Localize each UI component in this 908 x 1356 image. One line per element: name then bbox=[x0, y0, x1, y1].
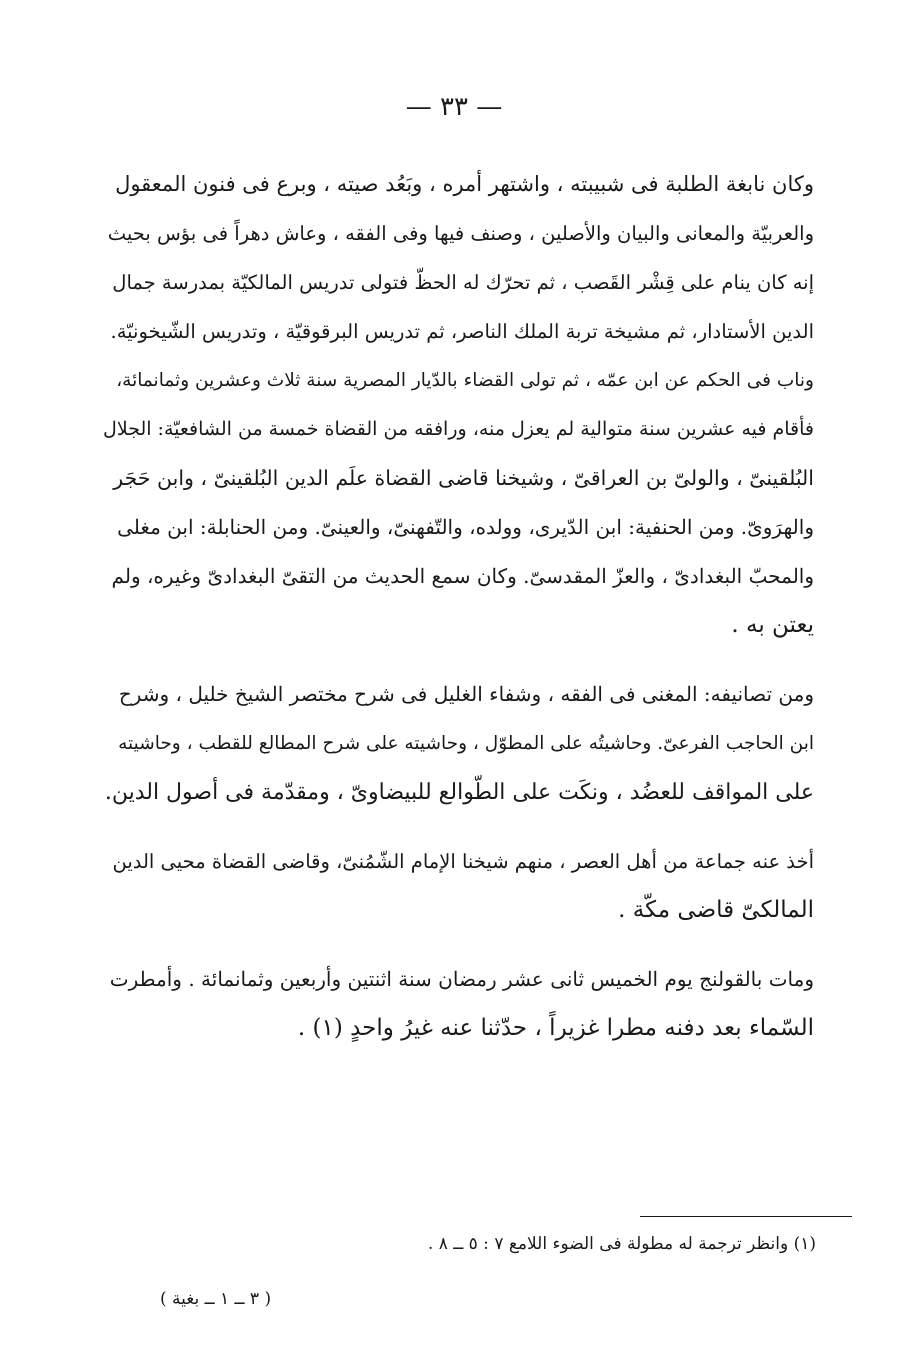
text-line: إنه كان ينام على قِشْر القَصب ، ثم تحرّك له الحظّ فتولى تدريس المالكيّة بمدرسة جمال bbox=[112, 271, 814, 294]
footnote-divider bbox=[640, 1216, 852, 1217]
text-line: الدين الأستادار، ثم مشيخة تربة الملك الناصر، ثم تدريس البرقوقيّة ، وتدريس الشّيخونيّة. bbox=[110, 320, 814, 343]
footnote: (١) وانظر ترجمة له مطولة فى الضوء اللامع ٧ : ٥ ــ ٨ . bbox=[427, 1234, 816, 1254]
body-text bbox=[102, 160, 838, 1053]
text-line: على المواقف للعضُد ، ونكَت على الطّوالع للبيضاوىّ ، ومقدّمة فى أصول الدين. bbox=[104, 780, 814, 805]
text-line: البُلقينىّ ، والولىّ بن العراقىّ ، وشيخنا قاضى القضاة علَم الدين البُلقينىّ ، وابن حَجَر bbox=[113, 466, 814, 490]
text-line: ومات بالقولنج يوم الخميس ثانى عشر رمضان سنة اثنتين وأربعين وثمانمائة . وأمطرت bbox=[109, 967, 814, 991]
text-line: والعربيّة والمعانى والبيان والأصلين ، وصنف فيها وفى الفقه ، وعاش دهراً فى بؤس بحيث bbox=[107, 222, 814, 245]
text-line: المالكىّ قاضى مكّة . bbox=[618, 897, 814, 923]
text-line: وناب فى الحكم عن ابن عمّه ، ثم تولى القضاء بالدّيار المصرية سنة ثلاث وعشرين وثمانمائة، bbox=[116, 370, 814, 391]
text-line: والهرَوىّ. ومن الحنفية: ابن الدّيرى، وولده، والتّفهنىّ، والعينىّ. ومن الحنابلة: ابن مغلى bbox=[117, 515, 814, 539]
text-line: يعتن به . bbox=[731, 612, 814, 638]
text-line: وكان نابغة الطلبة فى شبيبته ، واشتهر أمره ، وبَعُد صيته ، وبرع فى فنون المعقول bbox=[115, 172, 814, 196]
text-line: السّماء بعد دفنه مطرا غزيراً ، حدّثنا عنه غيرُ واحدٍ (١) . bbox=[297, 1015, 814, 1041]
page-number: — ٣٣ — bbox=[405, 92, 503, 122]
paragraph-students bbox=[102, 837, 838, 935]
text-line: والمحبّ البغدادىّ ، والعزّ المقدسىّ. وكان سمع الحديث من التقىّ البغدادىّ وغيره، ولم bbox=[111, 564, 814, 588]
text-line: أخذ عنه جماعة من أهل العصر ، منهم شيخنا الإمام الشّمُنىّ، وقاضى القضاة محيى الدين bbox=[112, 850, 814, 873]
paragraph-death bbox=[102, 955, 838, 1053]
printer-signature-mark: ( ٣ ــ ١ ــ بغية ) bbox=[160, 1289, 272, 1309]
paragraph-works bbox=[102, 670, 838, 817]
text-line: فأقام فيه عشرين سنة متوالية لم يعزل منه، ورافقه من القضاة خمسة من الشافعيّة: الجلال bbox=[103, 418, 814, 440]
paragraph-biography bbox=[102, 160, 838, 650]
text-line: ومن تصانيفه: المغنى فى الفقه ، وشفاء الغليل فى شرح مختصر الشيخ خليل ، وشرح bbox=[118, 682, 814, 706]
text-line: ابن الحاجب الفرعىّ. وحاشيتُه على المطوّل ، وحاشيته على شرح المطالع للقطب ، وحاشيته bbox=[118, 733, 814, 754]
